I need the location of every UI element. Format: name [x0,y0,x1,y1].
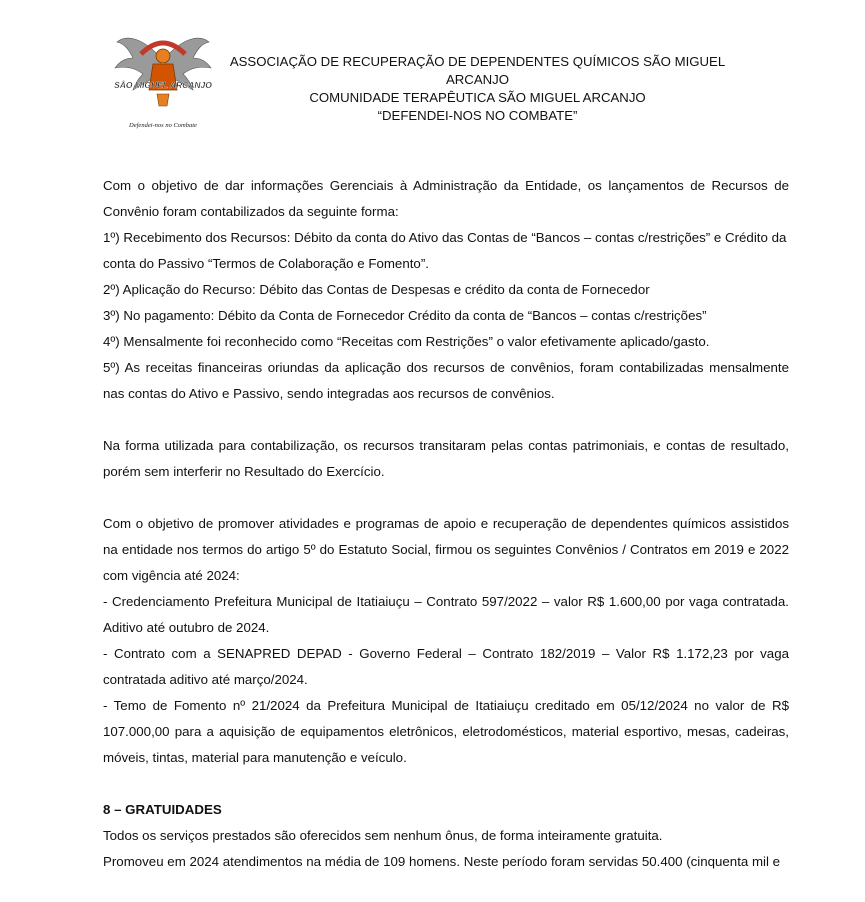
header-motto: “DEFENDEI-NOS NO COMBATE” [377,108,578,123]
step-3: 3º) No pagamento: Débito da Conta de Fornecedor Crédito da conta de “Bancos – contas c/restrições” [103,308,707,323]
document-body [103,173,789,875]
section-8-paragraph-1: Todos os serviços prestados são oferecidos sem nenhum ônus, de forma inteiramente gratuita. [103,828,663,843]
accounting-paragraph: Na forma utilizada para contabilização, os recursos transitaram pelas contas patrimoniais, e contas de resultado, porém sem interferir no Resultado do Exercício. [103,438,789,479]
contract-item-3: - Temo de Fomento nº 21/2024 da Prefeitura Municipal de Itatiaiuçu creditado em 05/12/2024 no valor de R$ 107.000,00 para a aquisição de equipamentos eletrônicos, eletrodomésticos, material esportivo, mesas, cadeiras, móveis, tintas, material para manutenção e veículo. [103,698,789,765]
logo-motto-script: Defendei-nos no Combate [129,122,197,129]
contract-item-1: - Credenciamento Prefeitura Municipal de Itatiaiuçu – Contrato 597/2022 – valor R$ 1.600,00 por vaga contratada. Aditivo até outubro de 2024. [103,594,789,635]
step-1: 1º) Recebimento dos Recursos: Débito da conta do Ativo das Contas de “Bancos – contas c/restrições” e Crédito da conta do Passivo “Termos de Colaboração e Fomento”. [103,230,787,271]
step-4: 4º) Mensalmente foi reconhecido como “Receitas com Restrições” o valor efetivamente aplicado/gasto. [103,334,710,349]
archangel-figure-head [156,49,170,63]
header-organization-name: ASSOCIAÇÃO DE RECUPERAÇÃO DE DEPENDENTES QUÍMICOS SÃO MIGUEL ARCANJO [229,54,726,87]
intro-paragraph: Com o objetivo de dar informações Gerenciais à Administração da Entidade, os lançamentos de Recursos de Convênio foram contabilizados da seguinte forma: [103,178,789,219]
document-header [200,53,755,125]
bottom-emblem [157,94,169,106]
contract-item-2: - Contrato com a SENAPRED DEPAD - Governo Federal – Contrato 182/2019 – Valor R$ 1.172,23 por vaga contratada aditivo até março/2024. [103,646,789,687]
section-8-paragraph-2: Promoveu em 2024 atendimentos na média de 109 homens. Neste período foram servidas 50.400 (cinquenta mil e [103,854,781,869]
organization-logo [113,28,213,132]
step-2: 2º) Aplicação do Recurso: Débito das Contas de Despesas e crédito da conta de Fornecedor [103,282,650,297]
header-community-name: COMUNIDADE TERAPÊUTICA SÃO MIGUEL ARCANJO [309,90,646,105]
logo-name-text: SÃO MIGUEL ARCANJO [114,80,212,90]
step-5: 5º) As receitas financeiras oriundas da aplicação dos recursos de convênios, foram contabilizadas mensalmente nas contas do Ativo e Passivo, sendo integradas aos recursos de convênios. [103,360,789,401]
agreements-paragraph: Com o objetivo de promover atividades e programas de apoio e recuperação de dependentes químicos assistidos na entidade nos termos do artigo 5º do Estatuto Social, firmou os seguintes Convênios / Contratos em 2019 e 2022 com vigência até 2024: [103,516,789,583]
section-8-title: 8 – GRATUIDADES [103,802,222,817]
